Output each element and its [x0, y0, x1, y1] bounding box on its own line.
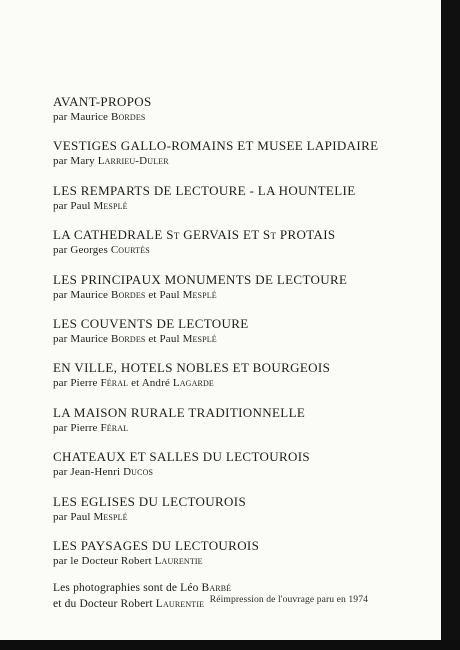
- entry-title: LES PRINCIPAUX MONUMENTS DE LECTOURE: [53, 271, 348, 287]
- toc-entry: [53, 361, 423, 389]
- entry-title: LES PAYSAGES DU LECTOUROIS: [53, 537, 260, 553]
- author-prefix: par Pierre: [53, 377, 98, 390]
- author-surname: Larrieu-Duler: [97, 155, 169, 168]
- author-connector: et: [148, 332, 157, 345]
- author-surname: Féral: [100, 377, 129, 390]
- saint-abbrev: St: [166, 227, 180, 243]
- author-prefix: par Maurice: [53, 111, 109, 123]
- author-surname: Ducos: [123, 466, 154, 479]
- toc-entry: [53, 317, 423, 345]
- entry-title: EN VILLE, HOTELS NOBLES ET BOURGEOIS: [53, 360, 331, 376]
- author-surname: Bordes: [111, 288, 146, 301]
- reprint-note: Réimpression de l'ouvrage paru en 1974: [209, 594, 368, 605]
- title-part: LA CATHEDRALE: [53, 227, 167, 243]
- author-surname: Féral: [100, 421, 129, 434]
- author-connector: et: [148, 288, 157, 301]
- entry-author: [53, 112, 423, 123]
- author-surname: Bordes: [111, 332, 146, 345]
- toc-entry: [53, 228, 423, 256]
- author-surname: Lagarde: [172, 377, 214, 390]
- author-prefix: par Paul: [53, 199, 91, 212]
- credits-text: et du Docteur Robert: [53, 597, 153, 610]
- toc-entry: [53, 139, 423, 167]
- toc-entry: [53, 273, 423, 301]
- author-prefix: par Pierre: [53, 421, 98, 434]
- author-surname: Courtès: [110, 244, 150, 257]
- entry-author: [53, 556, 423, 567]
- author-prefix: par le Docteur Robert: [53, 554, 152, 567]
- author-prefix: Paul: [159, 288, 180, 301]
- toc-entry: [53, 184, 423, 212]
- author-prefix: par Paul: [53, 510, 91, 523]
- author-surname: Mesplé: [182, 288, 217, 301]
- author-prefix: André: [141, 377, 170, 390]
- toc-entry: [53, 539, 423, 567]
- author-surname: Bordes: [111, 111, 146, 123]
- toc-entry: [53, 450, 423, 478]
- author-prefix: par Maurice: [53, 332, 109, 345]
- photographer-surname: Barbé: [201, 582, 232, 595]
- entry-title: VESTIGES GALLO-ROMAINS ET MUSEE LAPIDAIRE: [53, 138, 379, 154]
- author-surname: Laurentie: [154, 554, 203, 567]
- credits-text: Les photographies sont de Léo: [53, 582, 199, 595]
- entry-author: [53, 467, 423, 478]
- author-connector: et: [131, 377, 140, 390]
- author-surname: Mesplé: [93, 510, 128, 523]
- page-edge-shadow: [441, 0, 460, 650]
- entry-title: LES REMPARTS DE LECTOURE - LA HOUNTELIE: [53, 182, 356, 198]
- entry-author: [53, 512, 423, 523]
- entry-author: [53, 423, 423, 434]
- entry-title: LA MAISON RURALE TRADITIONNELLE: [53, 404, 306, 420]
- toc-entry: [53, 95, 423, 123]
- toc-entry: [53, 406, 423, 434]
- author-surname: Mesplé: [93, 199, 128, 212]
- author-prefix: par Mary: [53, 155, 95, 168]
- title-part: PROTAIS: [276, 227, 336, 243]
- entry-title: AVANT-PROPOS: [53, 94, 152, 109]
- entry-title: LES COUVENTS DE LECTOURE: [53, 315, 249, 331]
- entry-author: [53, 156, 423, 167]
- entry-author: [53, 290, 423, 301]
- author-surname: Mesplé: [182, 332, 217, 345]
- page-edge-shadow: [0, 640, 460, 650]
- entry-author: [53, 201, 423, 212]
- toc-entry: [53, 495, 423, 523]
- entry-title: CHATEAUX ET SALLES DU LECTOUROIS: [53, 449, 310, 465]
- table-of-contents: [53, 95, 423, 614]
- entry-title: LES EGLISES DU LECTOUROIS: [53, 493, 247, 509]
- photographer-surname: Laurentie: [155, 597, 205, 610]
- author-prefix: Paul: [159, 332, 180, 345]
- author-prefix: par Maurice: [53, 288, 109, 301]
- entry-author: [53, 378, 423, 389]
- entry-author: [53, 245, 423, 256]
- entry-author: [53, 334, 423, 345]
- author-prefix: par Georges: [53, 244, 108, 257]
- entry-title: [53, 228, 423, 241]
- saint-abbrev: St: [262, 227, 277, 243]
- title-part: GERVAIS ET: [179, 227, 263, 243]
- author-prefix: par Jean-Henri: [53, 466, 121, 479]
